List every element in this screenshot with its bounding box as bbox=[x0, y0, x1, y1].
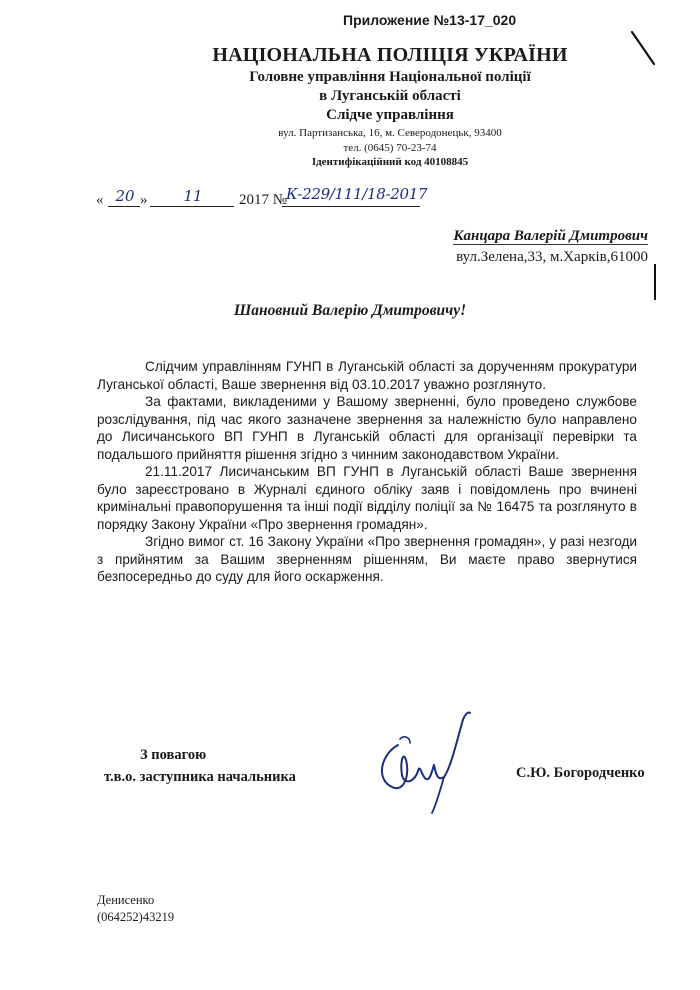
letter-body bbox=[97, 358, 637, 586]
date-month: 11 bbox=[183, 187, 203, 205]
registration-number: К-229/111/18-2017 bbox=[286, 185, 428, 203]
date-quote-close: » bbox=[140, 192, 148, 208]
paragraph: 21.11.2017 Лисичанським ВП ГУНП в Луганській області Ваше звернення було зареєстровано в Журналі єдиного обліку заяв і повідомлень про вчинені кримінальні правопорушення та інші події відділу поліції за № 16475 та розглянуто в порядку Закону України «Про звернення громадян». bbox=[97, 464, 637, 532]
date-quote-open: « bbox=[96, 192, 104, 208]
outgoing-date-number bbox=[96, 182, 436, 212]
executor-name: Денисенко bbox=[97, 893, 155, 907]
recipient-block bbox=[453, 228, 648, 266]
closing-regards: З повагою bbox=[140, 747, 207, 763]
margin-vertical-mark bbox=[650, 262, 660, 302]
appendix-number: Приложение №13-17_020 bbox=[343, 12, 517, 28]
month-underline bbox=[150, 206, 234, 207]
org-id-code: Ідентифікаційний код 40108845 bbox=[311, 156, 469, 168]
number-underline bbox=[282, 206, 420, 207]
org-phone: тел. (0645) 70-23-74 bbox=[343, 142, 437, 154]
department-line-2: в Луганській області bbox=[319, 88, 461, 104]
date-year: 2017 № bbox=[239, 192, 288, 208]
department-line-3: Слідче управління bbox=[326, 107, 454, 123]
signer-position: т.в.о. заступника начальника bbox=[104, 769, 296, 785]
paragraph: Слідчим управлінням ГУНП в Луганській області за дорученням прокуратури Луганської області, Ваше звернення від 03.10.2017 уважно розглянуто. bbox=[97, 359, 637, 392]
signer-name: С.Ю. Богородченко bbox=[516, 765, 645, 781]
recipient-name: Канцара Валерій Дмитрович bbox=[453, 228, 648, 244]
day-underline bbox=[108, 206, 140, 207]
date-day: 20 bbox=[115, 187, 135, 205]
executor-block bbox=[97, 892, 174, 926]
executor-phone: (064252)43219 bbox=[97, 910, 175, 924]
handwritten-signature bbox=[370, 705, 480, 815]
org-address: вул. Партизанська, 16, м. Северодонецьк, 93400 bbox=[278, 127, 502, 139]
closing-block bbox=[104, 744, 296, 788]
salutation: Шановний Валерію Дмитровичу! bbox=[233, 302, 467, 319]
paragraph: Згідно вимог ст. 16 Закону України «Про звернення громадян», у разі незгоди з прийнятим за Вашим зверненням рішенням, Ви маєте право звернутися безпосередньо до суду для його оскарження. bbox=[97, 534, 637, 584]
paragraph: За фактами, викладеними у Вашому зверненні, було проведено службове розслідування, під час якого зазначене звернення за належністю було направлено до Лисичанського ВП ГУНП в Луганській області для організації перевірки та подальшого прийняття рішення згідно з чинним законодавством України. bbox=[97, 394, 637, 462]
org-name: НАЦІОНАЛЬНА ПОЛІЦІЯ УКРАЇНИ bbox=[212, 44, 568, 66]
recipient-address: вул.Зелена,33, м.Харків,61000 bbox=[456, 249, 648, 265]
department-line-1: Головне управління Національної поліції bbox=[249, 69, 531, 85]
